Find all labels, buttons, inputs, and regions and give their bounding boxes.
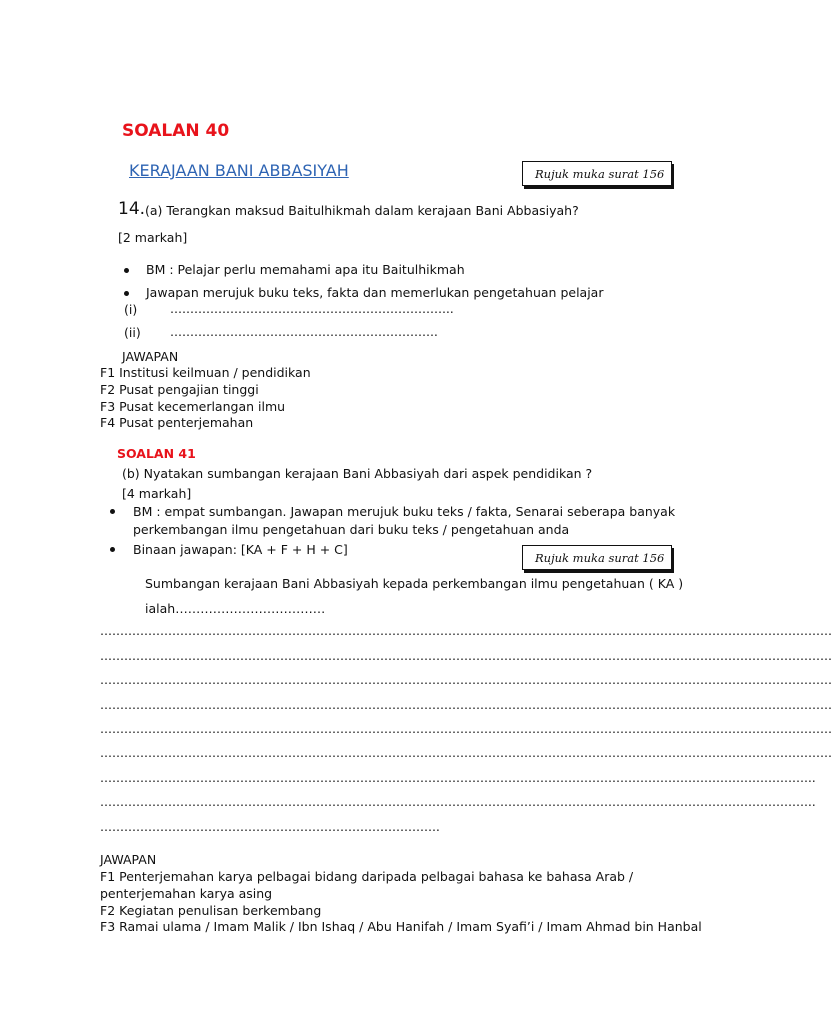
question-41b-text: (b) Nyatakan sumbangan kerajaan Bani Abbasiyah dari aspek pendidikan ? [122,466,593,481]
answer-line-dots: …………………………………………………………….. [170,302,454,316]
topic-title: KERAJAAN BANI ABBASIYAH [129,161,349,180]
answer-item: F1 Institusi keilmuan / pendidikan [100,365,311,380]
answer-structure: Binaan jawapan: [KA + F + H + C] [133,542,348,557]
answer-item: F3 Pusat kecemerlangan ilmu [100,399,286,414]
blank-answer-line: ………………………………………………………………………………………………………………………………………………………………… [100,746,832,760]
criteria-bullet: BM : empat sumbangan. Jawapan merujuk buku teks / fakta, Senarai seberapa banyak [133,504,676,519]
marks-label: [4 markah] [122,486,192,501]
answer-heading: JAWAPAN [122,349,179,364]
blank-answer-line: ………………………………………………………………………………………………………………………………………………………………… [100,722,832,736]
answer-line-dots: …………………………………………………………. [170,325,438,339]
blank-answer-line: …………………………………………………………………………. [100,820,440,834]
bullet-marker [110,547,115,552]
criteria-bullet-continued: perkembangan ilmu pengetahuan dari buku teks / pengetahuan anda [133,522,570,537]
blank-answer-line: ………………………………………………………………………………………………………………………………………………………………… [100,673,832,687]
answer-item-continued: penterjemahan karya asing [100,886,273,901]
criteria-bullet: BM : Pelajar perlu memahami apa itu Baitulhikmah [146,262,465,277]
answer-heading: JAWAPAN [100,852,157,867]
bullet-marker [124,291,129,296]
page-reference-text: Rujuk muka surat 156 [535,551,665,565]
question-41-heading: SOALAN 41 [117,446,196,461]
answer-item: F2 Pusat pengajian tinggi [100,382,259,397]
answer-item: F1 Penterjemahan karya pelbagai bidang daripada pelbagai bahasa ke bahasa Arab / [100,869,634,884]
answer-item: F2 Kegiatan penulisan berkembang [100,903,322,918]
page-reference-box [522,161,672,186]
blank-answer-line: …………………………………………………………………………………………………………………………………………………………….. [100,771,816,785]
answer-item: F3 Ramai ulama / Imam Malik / Ibn Ishaq / Abu Hanifah / Imam Syafi’i / Imam Ahmad bin Hanbal [100,919,702,934]
question-14a-text: (a) Terangkan maksud Baitulhikmah dalam kerajaan Bani Abbasiyah? [145,203,579,218]
answer-item: F4 Pusat penterjemahan [100,415,254,430]
blank-answer-line: …………………………………………………………………………………………………………………………………………………………….. [100,795,816,809]
question-40-heading: SOALAN 40 [122,121,230,141]
answer-line-label: (i) [124,302,138,317]
bullet-marker [124,268,129,273]
question-number: 14. [118,199,146,219]
blank-answer-line: ………………………………………………………………………………………………………………………………………………………………… [100,698,832,712]
blank-answer-line: ………………………………………………………………………………………………………………………………………………………………… [100,649,832,663]
page-reference-text: Rujuk muka surat 156 [535,167,665,181]
page-reference-box [522,545,672,570]
bullet-marker [110,509,115,514]
criteria-bullet: Jawapan merujuk buku teks, fakta dan memerlukan pengetahuan pelajar [146,285,604,300]
answer-intro: Sumbangan kerajaan Bani Abbasiyah kepada perkembangan ilmu pengetahuan ( KA ) [145,576,684,591]
blank-answer-line: ………………………………………………………………………………………………………………………………………………………………… [100,624,832,638]
answer-intro-continued: ialah……………………………… [145,601,326,616]
marks-label: [2 markah] [118,230,188,245]
answer-line-label: (ii) [124,325,141,340]
